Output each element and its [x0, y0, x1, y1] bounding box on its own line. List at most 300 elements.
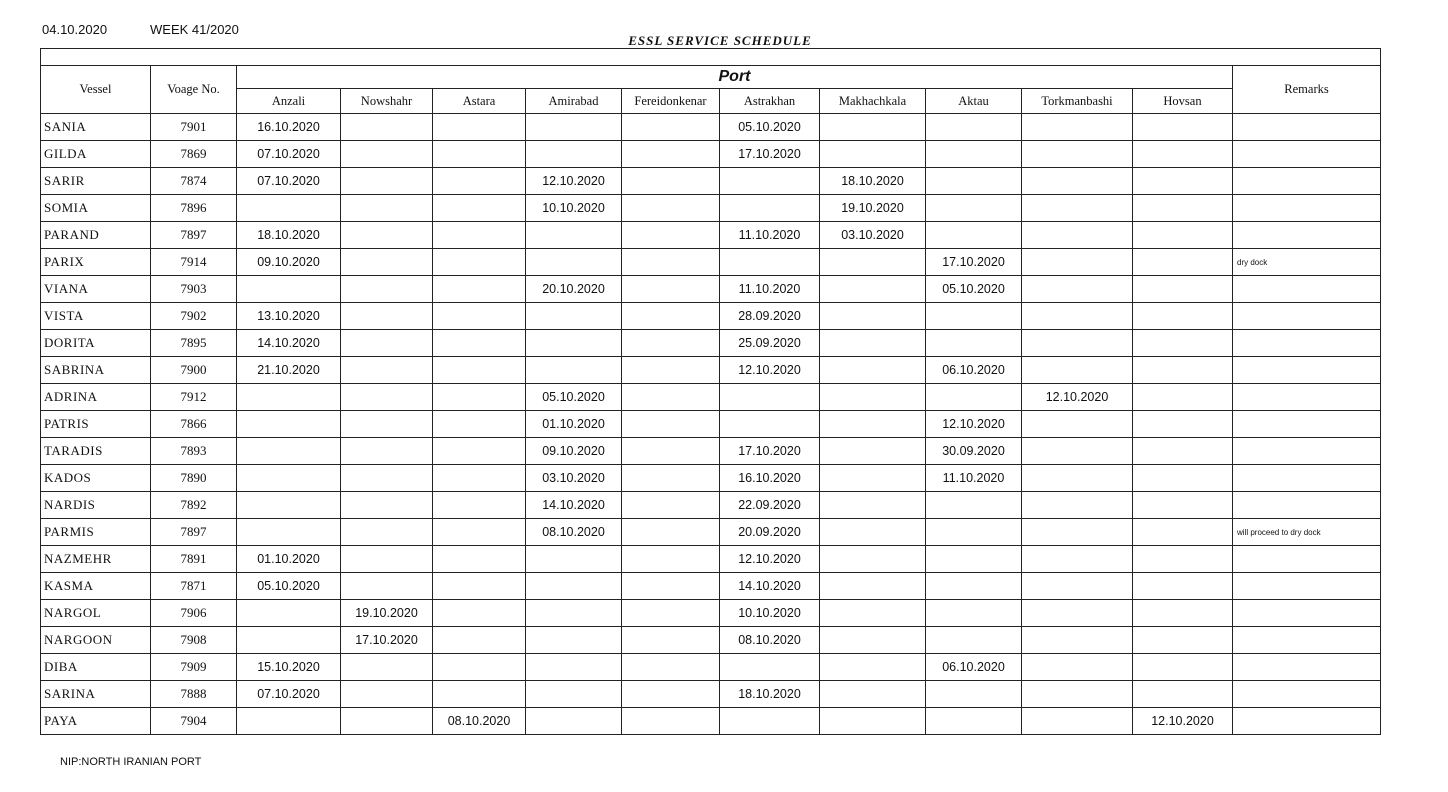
- port-header-hovsan: Hovsan: [1133, 89, 1233, 114]
- port-date-astara: [433, 303, 526, 330]
- port-date-nowshahr: [341, 492, 433, 519]
- port-date-anzali: 07.10.2020: [237, 141, 341, 168]
- port-date-torkmanbashi: [1022, 303, 1133, 330]
- port-date-nowshahr: [341, 546, 433, 573]
- port-date-anzali: 16.10.2020: [237, 114, 341, 141]
- remark-cell: [1233, 654, 1381, 681]
- port-date-torkmanbashi: [1022, 114, 1133, 141]
- week-number: WEEK 41/2020: [150, 22, 239, 37]
- port-date-anzali: [237, 465, 341, 492]
- port-names-row: [41, 89, 1381, 114]
- port-group-row: [41, 66, 1381, 89]
- remarks-column-header: Remarks: [1233, 66, 1381, 114]
- port-date-nowshahr: [341, 384, 433, 411]
- port-date-aktau: [926, 141, 1022, 168]
- port-date-anzali: 14.10.2020: [237, 330, 341, 357]
- vessel-name: NAZMEHR: [41, 546, 151, 573]
- port-date-fereidonkenar: [622, 627, 720, 654]
- vessel-name: KASMA: [41, 573, 151, 600]
- port-date-amirabad: [526, 627, 622, 654]
- port-date-aktau: [926, 384, 1022, 411]
- vessel-name: NARGOL: [41, 600, 151, 627]
- port-date-makhachkala: 18.10.2020: [820, 168, 926, 195]
- port-date-hovsan: [1133, 438, 1233, 465]
- table-row: [41, 546, 1381, 573]
- port-date-astrakhan: 28.09.2020: [720, 303, 820, 330]
- port-date-amirabad: [526, 222, 622, 249]
- table-row: [41, 384, 1381, 411]
- voyage-number: 7869: [151, 141, 237, 168]
- remark-cell: [1233, 438, 1381, 465]
- port-date-aktau: [926, 114, 1022, 141]
- port-date-torkmanbashi: [1022, 627, 1133, 654]
- table-row: [41, 654, 1381, 681]
- port-date-amirabad: [526, 330, 622, 357]
- port-date-nowshahr: [341, 708, 433, 735]
- port-date-torkmanbashi: [1022, 492, 1133, 519]
- voyage-number: 7906: [151, 600, 237, 627]
- voyage-number: 7900: [151, 357, 237, 384]
- table-row: [41, 195, 1381, 222]
- port-header-fereidonkenar: Fereidonkenar: [622, 89, 720, 114]
- port-date-torkmanbashi: [1022, 195, 1133, 222]
- port-date-anzali: 05.10.2020: [237, 573, 341, 600]
- vessel-name: VIANA: [41, 276, 151, 303]
- vessel-name: SARIR: [41, 168, 151, 195]
- port-date-fereidonkenar: [622, 357, 720, 384]
- voyage-number: 7914: [151, 249, 237, 276]
- port-date-makhachkala: [820, 411, 926, 438]
- vessel-name: NARGOON: [41, 627, 151, 654]
- port-date-amirabad: 09.10.2020: [526, 438, 622, 465]
- port-date-astrakhan: 22.09.2020: [720, 492, 820, 519]
- port-date-astara: [433, 573, 526, 600]
- port-date-fereidonkenar: [622, 411, 720, 438]
- port-date-anzali: 15.10.2020: [237, 654, 341, 681]
- port-date-torkmanbashi: [1022, 330, 1133, 357]
- port-date-anzali: [237, 384, 341, 411]
- service-schedule-table: [40, 48, 1381, 735]
- port-date-anzali: 18.10.2020: [237, 222, 341, 249]
- port-date-astrakhan: 14.10.2020: [720, 573, 820, 600]
- port-date-fereidonkenar: [622, 519, 720, 546]
- port-date-aktau: [926, 681, 1022, 708]
- port-date-amirabad: [526, 654, 622, 681]
- port-date-astrakhan: 25.09.2020: [720, 330, 820, 357]
- port-date-makhachkala: [820, 438, 926, 465]
- port-date-makhachkala: [820, 573, 926, 600]
- port-group-header: Port: [237, 66, 1233, 89]
- port-date-torkmanbashi: [1022, 411, 1133, 438]
- port-date-astrakhan: [720, 708, 820, 735]
- port-date-hovsan: [1133, 465, 1233, 492]
- table-row: [41, 600, 1381, 627]
- port-date-nowshahr: [341, 573, 433, 600]
- port-date-aktau: [926, 546, 1022, 573]
- vessel-name: TARADIS: [41, 438, 151, 465]
- port-date-amirabad: 20.10.2020: [526, 276, 622, 303]
- port-date-hovsan: [1133, 492, 1233, 519]
- port-date-aktau: 12.10.2020: [926, 411, 1022, 438]
- port-date-anzali: [237, 438, 341, 465]
- port-date-anzali: 13.10.2020: [237, 303, 341, 330]
- port-date-nowshahr: [341, 438, 433, 465]
- table-row: [41, 492, 1381, 519]
- port-date-hovsan: [1133, 168, 1233, 195]
- port-date-astrakhan: 10.10.2020: [720, 600, 820, 627]
- port-date-amirabad: [526, 303, 622, 330]
- port-date-hovsan: [1133, 411, 1233, 438]
- port-date-astara: [433, 627, 526, 654]
- port-date-nowshahr: [341, 141, 433, 168]
- port-date-astara: [433, 249, 526, 276]
- port-date-fereidonkenar: [622, 114, 720, 141]
- port-date-makhachkala: [820, 465, 926, 492]
- table-row: [41, 357, 1381, 384]
- port-date-torkmanbashi: [1022, 357, 1133, 384]
- voyage-number: 7902: [151, 303, 237, 330]
- port-header-astrakhan: Astrakhan: [720, 89, 820, 114]
- port-date-torkmanbashi: [1022, 573, 1133, 600]
- table-row: [41, 519, 1381, 546]
- port-date-torkmanbashi: [1022, 465, 1133, 492]
- port-date-anzali: [237, 411, 341, 438]
- voyage-number: 7896: [151, 195, 237, 222]
- port-date-hovsan: [1133, 573, 1233, 600]
- port-date-hovsan: [1133, 681, 1233, 708]
- port-date-astara: [433, 114, 526, 141]
- voyage-number: 7897: [151, 222, 237, 249]
- port-date-astara: [433, 600, 526, 627]
- port-date-fereidonkenar: [622, 708, 720, 735]
- remark-cell: [1233, 627, 1381, 654]
- port-date-astrakhan: [720, 168, 820, 195]
- port-date-amirabad: [526, 357, 622, 384]
- port-date-nowshahr: [341, 303, 433, 330]
- port-date-anzali: [237, 600, 341, 627]
- remark-cell: [1233, 114, 1381, 141]
- port-date-makhachkala: [820, 141, 926, 168]
- vessel-name: DIBA: [41, 654, 151, 681]
- port-header-amirabad: Amirabad: [526, 89, 622, 114]
- remark-cell: [1233, 708, 1381, 735]
- port-date-aktau: 06.10.2020: [926, 357, 1022, 384]
- remark-cell: dry dock: [1233, 249, 1381, 276]
- port-date-anzali: 21.10.2020: [237, 357, 341, 384]
- port-date-amirabad: 08.10.2020: [526, 519, 622, 546]
- schedule-title: ESSL SERVICE SCHEDULE: [628, 33, 812, 48]
- port-date-makhachkala: [820, 492, 926, 519]
- port-date-makhachkala: [820, 654, 926, 681]
- footnote: NIP:NORTH IRANIAN PORT: [60, 756, 202, 768]
- port-date-astrakhan: 11.10.2020: [720, 276, 820, 303]
- port-date-makhachkala: [820, 600, 926, 627]
- port-date-astara: [433, 168, 526, 195]
- port-date-fereidonkenar: [622, 546, 720, 573]
- port-date-aktau: 06.10.2020: [926, 654, 1022, 681]
- port-date-astrakhan: 17.10.2020: [720, 141, 820, 168]
- remark-cell: will proceed to dry dock: [1233, 519, 1381, 546]
- vessel-name: PARAND: [41, 222, 151, 249]
- vessel-name: GILDA: [41, 141, 151, 168]
- remark-cell: [1233, 222, 1381, 249]
- port-date-amirabad: [526, 600, 622, 627]
- port-date-nowshahr: [341, 114, 433, 141]
- port-date-amirabad: [526, 141, 622, 168]
- table-row: [41, 438, 1381, 465]
- port-date-nowshahr: 19.10.2020: [341, 600, 433, 627]
- port-date-amirabad: [526, 249, 622, 276]
- port-date-astrakhan: [720, 384, 820, 411]
- remark-cell: [1233, 465, 1381, 492]
- table-row: [41, 141, 1381, 168]
- table-row: [41, 114, 1381, 141]
- port-date-astrakhan: [720, 411, 820, 438]
- voyage-number: 7901: [151, 114, 237, 141]
- port-date-aktau: [926, 627, 1022, 654]
- port-date-anzali: [237, 519, 341, 546]
- voyage-number: 7874: [151, 168, 237, 195]
- voyage-number: 7893: [151, 438, 237, 465]
- port-date-nowshahr: [341, 222, 433, 249]
- port-date-astrakhan: 05.10.2020: [720, 114, 820, 141]
- remark-cell: [1233, 141, 1381, 168]
- voyage-number: 7892: [151, 492, 237, 519]
- port-date-astara: [433, 276, 526, 303]
- port-date-makhachkala: [820, 708, 926, 735]
- port-date-astrakhan: 08.10.2020: [720, 627, 820, 654]
- port-date-anzali: [237, 627, 341, 654]
- port-date-astrakhan: 18.10.2020: [720, 681, 820, 708]
- port-date-astara: [433, 357, 526, 384]
- port-header-astara: Astara: [433, 89, 526, 114]
- port-date-nowshahr: [341, 357, 433, 384]
- vessel-column-header: Vessel: [41, 66, 151, 114]
- port-date-fereidonkenar: [622, 222, 720, 249]
- port-date-makhachkala: [820, 627, 926, 654]
- port-date-anzali: 09.10.2020: [237, 249, 341, 276]
- port-date-fereidonkenar: [622, 465, 720, 492]
- port-date-astara: [433, 384, 526, 411]
- table-row: [41, 627, 1381, 654]
- vessel-name: SABRINA: [41, 357, 151, 384]
- port-date-nowshahr: [341, 411, 433, 438]
- table-row: [41, 465, 1381, 492]
- port-date-anzali: [237, 492, 341, 519]
- port-date-torkmanbashi: [1022, 681, 1133, 708]
- port-date-nowshahr: [341, 654, 433, 681]
- port-date-aktau: [926, 600, 1022, 627]
- port-date-hovsan: [1133, 519, 1233, 546]
- port-date-astara: [433, 492, 526, 519]
- port-date-astara: [433, 465, 526, 492]
- port-date-makhachkala: [820, 384, 926, 411]
- port-date-anzali: 07.10.2020: [237, 168, 341, 195]
- schedule-body: [41, 114, 1381, 735]
- port-date-aktau: [926, 222, 1022, 249]
- port-date-aktau: [926, 195, 1022, 222]
- port-date-astrakhan: 17.10.2020: [720, 438, 820, 465]
- port-date-astara: [433, 222, 526, 249]
- port-date-fereidonkenar: [622, 141, 720, 168]
- port-date-astara: [433, 141, 526, 168]
- port-date-fereidonkenar: [622, 195, 720, 222]
- port-date-amirabad: 03.10.2020: [526, 465, 622, 492]
- voyage-number: 7909: [151, 654, 237, 681]
- voyage-number: 7912: [151, 384, 237, 411]
- port-date-aktau: 30.09.2020: [926, 438, 1022, 465]
- port-date-torkmanbashi: [1022, 141, 1133, 168]
- voyage-number: 7897: [151, 519, 237, 546]
- port-date-amirabad: 05.10.2020: [526, 384, 622, 411]
- remark-cell: [1233, 681, 1381, 708]
- port-date-hovsan: [1133, 222, 1233, 249]
- port-date-torkmanbashi: [1022, 222, 1133, 249]
- table-row: [41, 708, 1381, 735]
- port-date-astrakhan: [720, 195, 820, 222]
- remark-cell: [1233, 195, 1381, 222]
- port-date-makhachkala: [820, 249, 926, 276]
- port-date-fereidonkenar: [622, 330, 720, 357]
- port-date-astrakhan: 12.10.2020: [720, 546, 820, 573]
- port-date-astrakhan: [720, 249, 820, 276]
- port-date-aktau: 05.10.2020: [926, 276, 1022, 303]
- port-date-amirabad: 10.10.2020: [526, 195, 622, 222]
- port-date-torkmanbashi: [1022, 600, 1133, 627]
- port-date-torkmanbashi: 12.10.2020: [1022, 384, 1133, 411]
- port-header-makhachkala: Makhachkala: [820, 89, 926, 114]
- remark-cell: [1233, 384, 1381, 411]
- table-row: [41, 276, 1381, 303]
- port-date-hovsan: [1133, 600, 1233, 627]
- voyage-number: 7895: [151, 330, 237, 357]
- port-date-hovsan: [1133, 141, 1233, 168]
- voyage-number: 7903: [151, 276, 237, 303]
- port-date-torkmanbashi: [1022, 276, 1133, 303]
- table-row: [41, 249, 1381, 276]
- voyage-number: 7890: [151, 465, 237, 492]
- port-date-makhachkala: [820, 681, 926, 708]
- vessel-name: SANIA: [41, 114, 151, 141]
- port-date-makhachkala: [820, 357, 926, 384]
- remark-cell: [1233, 276, 1381, 303]
- remark-cell: [1233, 330, 1381, 357]
- voyage-number: 7904: [151, 708, 237, 735]
- port-date-anzali: [237, 195, 341, 222]
- vessel-name: SOMIA: [41, 195, 151, 222]
- port-date-aktau: [926, 168, 1022, 195]
- port-date-astara: [433, 411, 526, 438]
- port-date-hovsan: [1133, 546, 1233, 573]
- port-date-torkmanbashi: [1022, 546, 1133, 573]
- port-header-anzali: Anzali: [237, 89, 341, 114]
- voyage-number: 7871: [151, 573, 237, 600]
- port-date-aktau: [926, 573, 1022, 600]
- port-date-torkmanbashi: [1022, 249, 1133, 276]
- port-date-makhachkala: 19.10.2020: [820, 195, 926, 222]
- port-date-amirabad: [526, 708, 622, 735]
- port-date-amirabad: [526, 681, 622, 708]
- port-date-hovsan: [1133, 195, 1233, 222]
- port-date-torkmanbashi: [1022, 438, 1133, 465]
- port-date-fereidonkenar: [622, 681, 720, 708]
- port-date-hovsan: [1133, 627, 1233, 654]
- port-date-hovsan: [1133, 114, 1233, 141]
- vessel-name: PARMIS: [41, 519, 151, 546]
- port-date-astrakhan: 20.09.2020: [720, 519, 820, 546]
- remark-cell: [1233, 411, 1381, 438]
- port-date-hovsan: 12.10.2020: [1133, 708, 1233, 735]
- port-date-makhachkala: [820, 276, 926, 303]
- port-date-aktau: [926, 708, 1022, 735]
- port-date-makhachkala: [820, 303, 926, 330]
- port-date-hovsan: [1133, 654, 1233, 681]
- voyage-number: 7866: [151, 411, 237, 438]
- port-date-hovsan: [1133, 384, 1233, 411]
- table-row: [41, 222, 1381, 249]
- port-date-astara: [433, 519, 526, 546]
- port-date-anzali: [237, 276, 341, 303]
- port-date-fereidonkenar: [622, 303, 720, 330]
- port-date-makhachkala: 03.10.2020: [820, 222, 926, 249]
- port-date-nowshahr: [341, 330, 433, 357]
- voyage-number: 7891: [151, 546, 237, 573]
- port-date-amirabad: 14.10.2020: [526, 492, 622, 519]
- port-date-nowshahr: [341, 465, 433, 492]
- port-date-fereidonkenar: [622, 600, 720, 627]
- port-date-astrakhan: 12.10.2020: [720, 357, 820, 384]
- voyage-column-header: Voage No.: [151, 66, 237, 114]
- title-band-row: [41, 49, 1381, 66]
- port-date-makhachkala: [820, 519, 926, 546]
- table-row: [41, 168, 1381, 195]
- port-date-aktau: [926, 492, 1022, 519]
- port-date-nowshahr: [341, 249, 433, 276]
- vessel-name: PAYA: [41, 708, 151, 735]
- port-date-fereidonkenar: [622, 492, 720, 519]
- port-date-hovsan: [1133, 357, 1233, 384]
- port-date-aktau: 17.10.2020: [926, 249, 1022, 276]
- port-date-makhachkala: [820, 546, 926, 573]
- vessel-name: VISTA: [41, 303, 151, 330]
- voyage-number: 7908: [151, 627, 237, 654]
- port-date-fereidonkenar: [622, 276, 720, 303]
- port-date-fereidonkenar: [622, 384, 720, 411]
- port-date-astara: [433, 654, 526, 681]
- title-band-cell: [41, 49, 1381, 66]
- remark-cell: [1233, 168, 1381, 195]
- port-date-nowshahr: [341, 276, 433, 303]
- port-date-amirabad: [526, 546, 622, 573]
- vessel-name: PARIX: [41, 249, 151, 276]
- port-date-astara: [433, 546, 526, 573]
- port-date-astara: 08.10.2020: [433, 708, 526, 735]
- port-date-torkmanbashi: [1022, 708, 1133, 735]
- port-date-torkmanbashi: [1022, 168, 1133, 195]
- remark-cell: [1233, 573, 1381, 600]
- table-row: [41, 411, 1381, 438]
- remark-cell: [1233, 492, 1381, 519]
- port-date-hovsan: [1133, 249, 1233, 276]
- port-date-nowshahr: [341, 195, 433, 222]
- port-header-nowshahr: Nowshahr: [341, 89, 433, 114]
- table-row: [41, 330, 1381, 357]
- port-date-nowshahr: [341, 519, 433, 546]
- port-date-fereidonkenar: [622, 438, 720, 465]
- table-row: [41, 573, 1381, 600]
- remark-cell: [1233, 303, 1381, 330]
- port-date-nowshahr: [341, 168, 433, 195]
